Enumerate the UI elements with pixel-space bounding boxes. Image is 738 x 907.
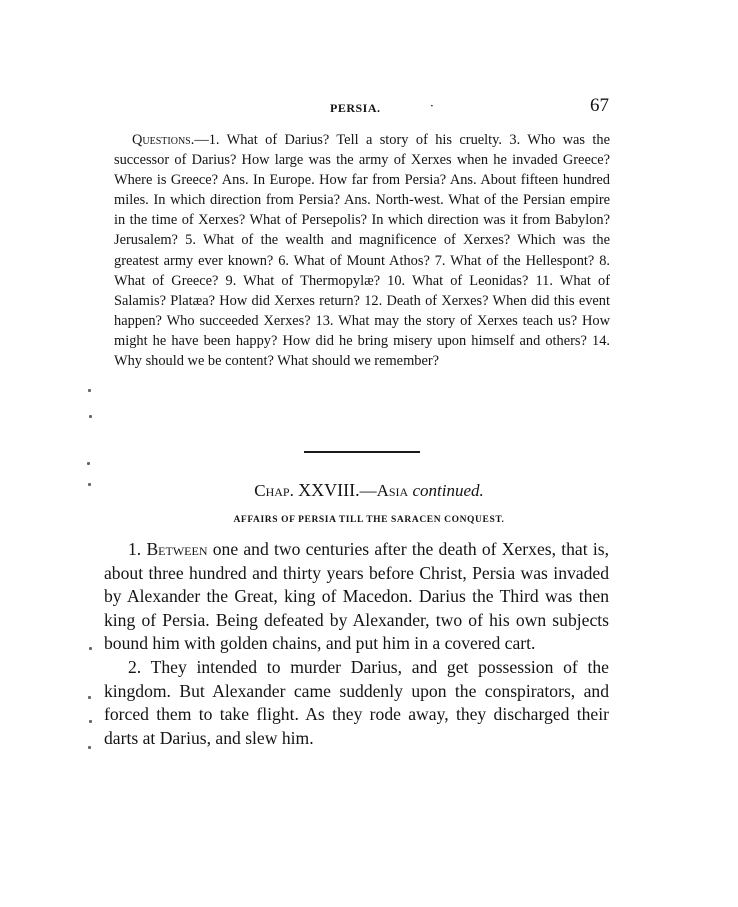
margin-specks — [82, 0, 98, 907]
section-divider — [304, 451, 420, 453]
questions-block — [114, 130, 610, 371]
speck — [88, 483, 91, 486]
running-head-separator: · — [430, 99, 434, 113]
questions-label: Questions. — [132, 132, 195, 148]
chapter-continued: continued. — [412, 481, 484, 500]
chapter-number: XXVIII. — [298, 480, 360, 500]
speck — [88, 696, 91, 699]
paragraph-first-word: Between — [146, 539, 208, 559]
speck — [89, 647, 92, 650]
paragraph-number: 2. — [128, 656, 142, 677]
page-number: 67 — [590, 95, 609, 116]
speck — [88, 746, 91, 749]
paragraph-number: 1. — [128, 539, 142, 559]
paragraph-1 — [104, 538, 609, 656]
speck — [89, 415, 92, 418]
body-text — [104, 538, 609, 750]
chapter-prefix: Chap. — [254, 481, 294, 500]
speck — [89, 720, 92, 723]
paragraph-2 — [104, 656, 609, 750]
running-head — [0, 97, 738, 121]
chapter-dash: — — [359, 481, 377, 500]
paragraph-text: one and two centuries after the death of Xerxes, that is, about three hundred and thirty years before Christ, Persia was invaded by Alexander the Great, king of Macedon. Darius the Third was then king of Persia. Being defeated by Alexander, two of his own subjects bound him with golden chains, and put him in a covered cart. — [104, 539, 609, 654]
speck — [87, 462, 90, 465]
chapter-region: Asia — [376, 481, 409, 500]
chapter-subtitle: AFFAIRS OF PERSIA TILL THE SARACEN CONQUEST. — [233, 515, 505, 525]
running-head-title: PERSIA. — [330, 101, 381, 115]
paragraph-text: They intended to murder Darius, and get possession of the kingdom. But Alexander came suddenly upon the conspirators, and forced them to take flight. As they rode away, they discharged their darts at Darius, and slew him. — [104, 656, 609, 748]
speck — [88, 389, 91, 392]
chapter-heading — [0, 480, 738, 501]
questions-text: —1. What of Darius? Tell a story of his cruelty. 3. Who was the successor of Darius? How large was the army of Xerxes when he invaded Greece? Where is Greece? Ans. In Europe. How far from Persia? Ans. About fifteen hundred miles. In which direction from Persia? Ans. North-west. What of the Persian empire in the time of Xerxes? What of Persepolis? In which direction was it from Babylon? Jerusalem? 5. What of the wealth and magnificence of Xerxes? Which was the greatest army ever known? 6. What of Mount Athos? 7. What of the Hellespont? 8. What of Greece? 9. What of Thermopylæ? 10. What of Leonidas? 11. What of Salamis? Platæa? How did Xerxes return? 12. Death of Xerxes? When did this event happen? Who succeeded Xerxes? 13. What may the story of Xerxes teach us? How might he have been happy? How did he bring misery upon himself and others? 14. Why should we be content? What should we remember? — [114, 132, 610, 370]
